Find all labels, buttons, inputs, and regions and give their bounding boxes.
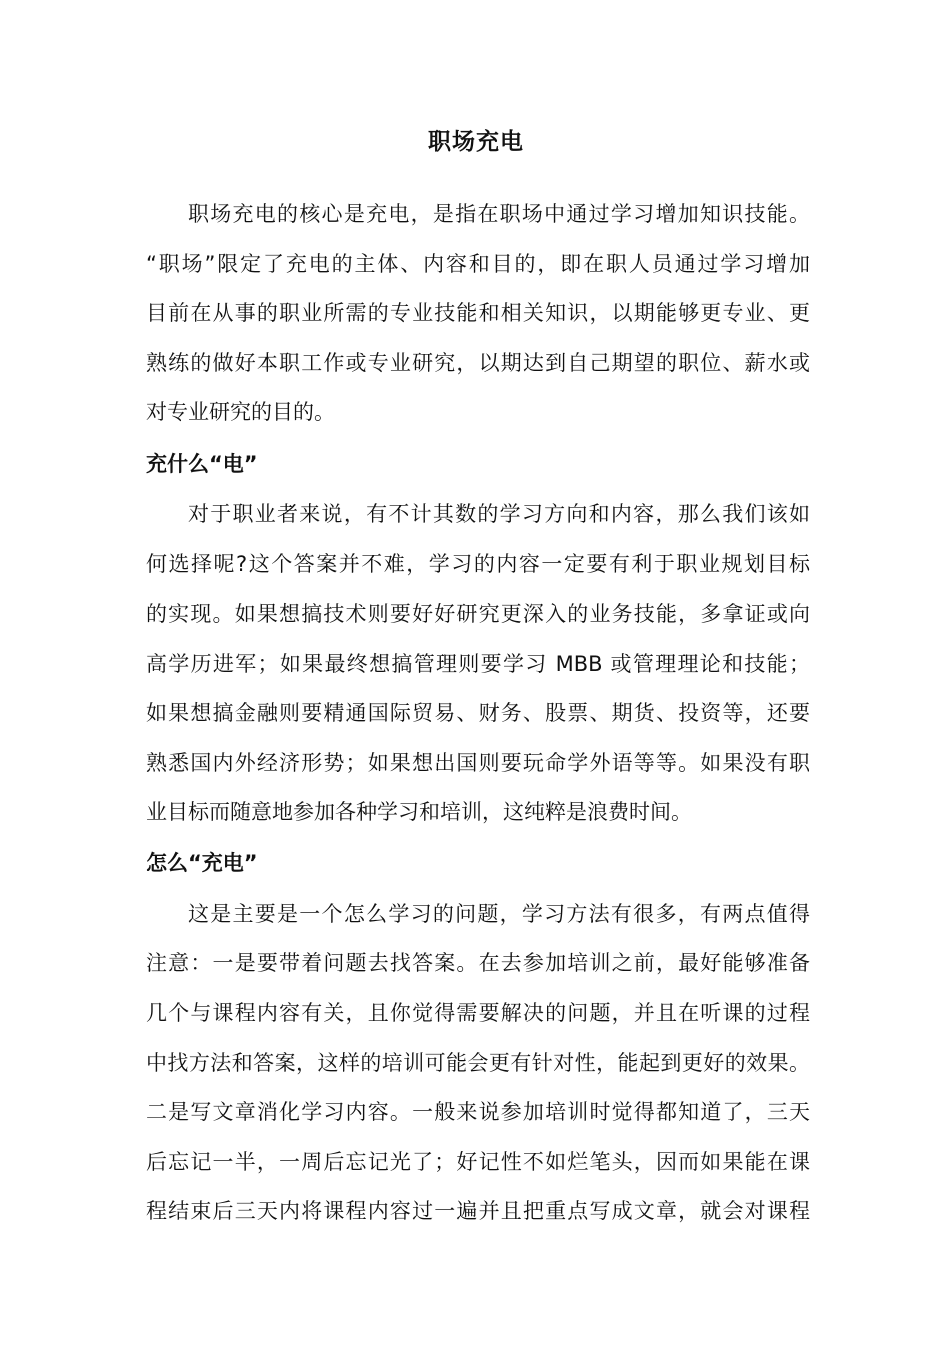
section-heading: 怎么“充电”	[146, 851, 258, 875]
paragraph-line: 后忘记一半，一周后忘记光了；好记性不如烂笔头，因而如果能在课	[146, 1150, 810, 1174]
paragraph-line: “职场”限定了充电的主体、内容和目的，即在职人员通过学习增加	[146, 252, 810, 276]
paragraph-line: 熟悉国内外经济形势；如果想出国则要玩命学外语等等。如果没有职	[146, 751, 810, 775]
paragraph-line: 中找方法和答案，这样的培训可能会更有针对性，能起到更好的效果。	[146, 1051, 810, 1075]
paragraph-line: 目前在从事的职业所需的专业技能和相关知识，以期能够更专业、更	[146, 301, 810, 325]
paragraph-line: 如果想搞金融则要精通国际贸易、财务、股票、期货、投资等，还要	[146, 701, 810, 725]
paragraph-line: 熟练的做好本职工作或专业研究，以期达到自己期望的职位、薪水或	[146, 351, 810, 375]
paragraph-line: 对于职业者来说，有不计其数的学习方向和内容，那么我们该如	[188, 502, 810, 526]
paragraph-line: 职场充电的核心是充电，是指在职场中通过学习增加知识技能。	[188, 202, 810, 226]
section-heading: 充什么“电”	[146, 452, 258, 476]
paragraph-line: 程结束后三天内将课程内容过一遍并且把重点写成文章，就会对课程	[146, 1199, 810, 1223]
paragraph-line: 注意：一是要带着问题去找答案。在去参加培训之前，最好能够准备	[146, 951, 810, 975]
paragraph-line: 高学历进军；如果最终想搞管理则要学习 MBB 或管理理论和技能；	[146, 652, 810, 676]
paragraph-line: 几个与课程内容有关，且你觉得需要解决的问题，并且在听课的过程	[146, 1001, 810, 1025]
paragraph-line: 二是写文章消化学习内容。一般来说参加培训时觉得都知道了，三天	[146, 1100, 810, 1124]
paragraph-line: 何选择呢?这个答案并不难，学习的内容一定要有利于职业规划目标	[146, 552, 810, 576]
paragraph-line: 这是主要是一个怎么学习的问题，学习方法有很多，有两点值得	[188, 902, 810, 926]
paragraph-line: 业目标而随意地参加各种学习和培训，这纯粹是浪费时间。	[146, 800, 692, 824]
paragraph-line: 对专业研究的目的。	[146, 400, 335, 424]
page-title: 职场充电	[428, 129, 524, 155]
paragraph-line: 的实现。如果想搞技术则要好好研究更深入的业务技能，多拿证或向	[146, 602, 810, 626]
